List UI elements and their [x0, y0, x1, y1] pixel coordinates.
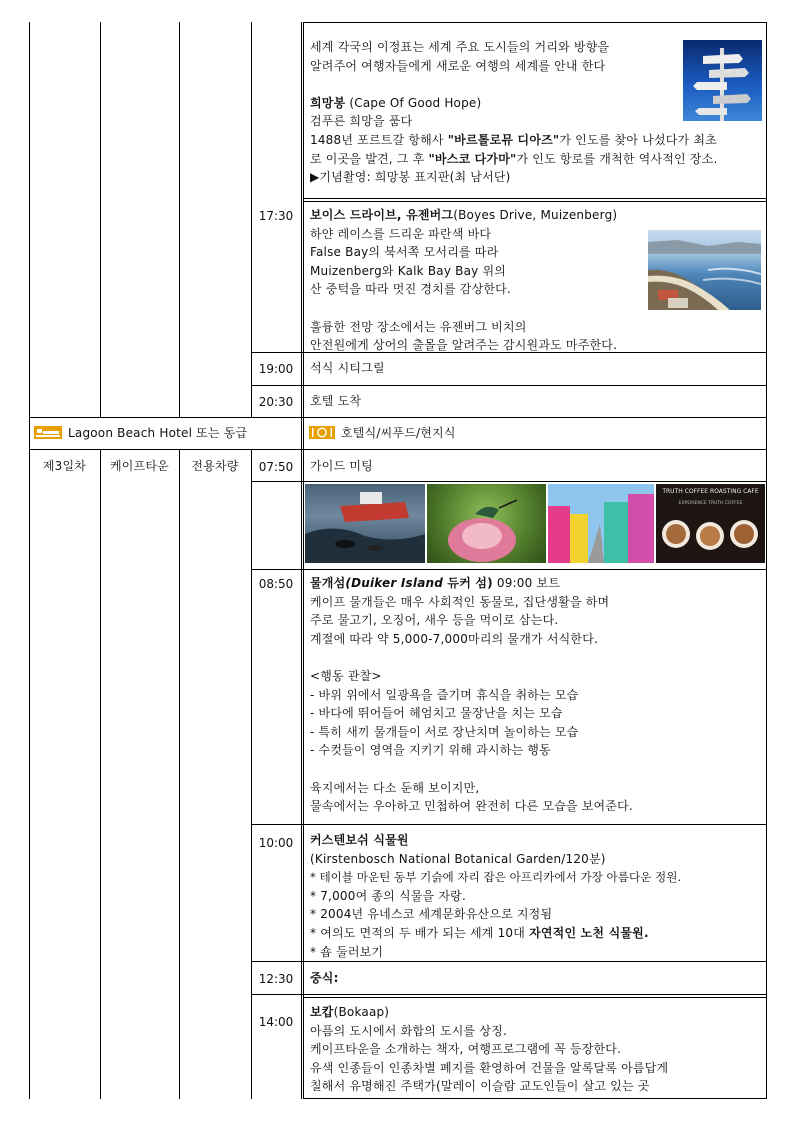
- protea-graphic: [427, 484, 546, 563]
- transport-label: 전용차량: [191, 459, 239, 473]
- grid-line: [301, 417, 302, 449]
- truth-coffee-photo: [656, 484, 765, 563]
- garden-text-block: [310, 831, 762, 961]
- coffee-title: TRUTH COFFEE ROASTING CAFE: [662, 488, 759, 495]
- grid-line: [29, 449, 30, 1099]
- body-line: 주로 물고기, 오징어, 새우 등을 먹이로 삼는다.: [310, 613, 559, 628]
- photo-note: ▶기념촬영: 희망봉 표지판(최 남서단): [310, 170, 511, 185]
- time-label: 20:30: [258, 395, 294, 409]
- grid-line: [301, 449, 302, 1099]
- bed-icon: [34, 426, 62, 439]
- grid-line: [29, 22, 30, 417]
- grid-line: [29, 417, 767, 418]
- section-subtitle: (Kirstenbosch National Botanical Garden/120분): [310, 851, 606, 866]
- hotel-arrival-text: 호텔 도착: [310, 394, 362, 408]
- coffee-cups-graphic: [656, 484, 765, 563]
- body-line: 계절에 따라 약 5,000-7,000마리의 물개가 서식한다.: [310, 631, 598, 646]
- grid-line: [303, 198, 767, 199]
- grid-line: [766, 449, 767, 1099]
- grid-line: [303, 1098, 767, 1099]
- section-title: 물개섬(Duiker Island 듀커 섬) 09:00 보트: [310, 576, 561, 590]
- bullet-line: * 여의도 면적의 두 배가 되는 세계 10대 자연적인 노천 식물원.: [310, 925, 649, 940]
- grid-line: [251, 569, 767, 570]
- section-title: 보이스 드라이브, 유젠버그(Boyes Drive, Muizenberg): [310, 208, 618, 222]
- history-line: 1488년 포르트갈 항해사 "바르톨로뮤 디아즈"가 인도를 찾아 나섰다가 최초: [310, 132, 717, 147]
- grid-line: [100, 449, 101, 1099]
- coffee-subtitle: EXPERIENCE TRUTH COFFEE: [678, 501, 743, 506]
- intro-line: 세계 각국의 이정표는 세계 주요 도시들의 거리와 방향을: [310, 40, 610, 54]
- grid-line: [251, 449, 252, 1099]
- grid-line: [766, 417, 767, 449]
- bullet-line: * 7,000여 종의 식물을 자랑.: [310, 888, 466, 903]
- body-line: Muizenberg와 Kalk Bay Bay 위의: [310, 263, 507, 278]
- body-line: False Bay의 북서쪽 모서리를 따라: [310, 245, 499, 260]
- bullet-line: * 테이블 마운틴 동부 기슭에 자리 잡은 아프리카에서 가장 아름다운 정원.: [310, 870, 682, 885]
- time-label: 19:00: [258, 362, 294, 376]
- history-line: 로 이곳을 발견, 그 후 "바스코 다가마"가 인도 항로를 개척한 역사적인 장소.: [310, 151, 718, 166]
- observation-item: - 수컷들이 영역을 지키기 위해 과시하는 행동: [310, 743, 551, 758]
- bokaap-street-photo: [548, 484, 654, 563]
- grid-line: [179, 22, 180, 417]
- section-title: 보캅(Bokaap): [310, 1005, 390, 1019]
- grid-line: [251, 481, 767, 482]
- grid-line: [303, 22, 304, 417]
- grid-line: [29, 449, 767, 450]
- body-line: 케이프타운을 소개하는 책자, 여행프로그램에 꼭 등장한다.: [310, 1042, 622, 1057]
- grid-line: [303, 201, 767, 202]
- body-line: 아픔의 도시에서 화합의 도시를 상징.: [310, 1023, 507, 1038]
- time-label: 08:50: [258, 577, 294, 591]
- body-line: 육지에서는 다소 둔해 보이지만,: [310, 780, 480, 795]
- bokaap-graphic: [548, 484, 654, 563]
- grid-line: [251, 824, 767, 825]
- signpost-photo: [683, 40, 762, 121]
- bullet-line: * 2004년 유네스코 세계문화유산으로 지정됨: [310, 907, 553, 922]
- observation-item: - 바다에 뛰어들어 헤엄치고 물장난을 치는 모습: [310, 706, 563, 721]
- hotel-name: Lagoon Beach Hotel 또는 동급: [68, 426, 248, 440]
- seal-boat-photo: [305, 484, 425, 563]
- guide-meeting-text: 가이드 미팅: [310, 459, 373, 473]
- coastline-photo: [648, 230, 761, 310]
- seal-text-block: [310, 574, 762, 816]
- meal-icon: [309, 426, 335, 439]
- dinner-text: 석식 시티그릴: [310, 361, 385, 375]
- grid-line: [179, 449, 180, 1099]
- time-label: 10:00: [258, 836, 294, 850]
- day-label: 제3일차: [42, 459, 87, 473]
- body-line: 안전원에게 상어의 출몰을 알려주는 감시원과도 마주한다.: [310, 338, 618, 353]
- body-line: 케이프 물개들은 매우 사회적인 동물로, 집단생활을 하며: [310, 594, 610, 609]
- grid-line: [100, 22, 101, 417]
- bullet-line: * 숍 둘러보기: [310, 944, 384, 959]
- grid-line: [303, 22, 767, 23]
- grid-line: [251, 385, 767, 386]
- section-title: 희망봉 (Cape Of Good Hope): [310, 95, 482, 110]
- grid-line: [301, 22, 302, 417]
- time-label: 17:30: [258, 209, 294, 223]
- city-label: 케이프타운: [110, 459, 169, 473]
- protea-bird-photo: [427, 484, 546, 563]
- coastline-graphic: [648, 230, 761, 310]
- observation-item: - 바위 위에서 일광욕을 즐기며 휴식을 취하는 모습: [310, 687, 579, 702]
- lunch-text: 중식:: [310, 971, 339, 985]
- time-label: 14:00: [258, 1015, 294, 1029]
- body-line: 물속에서는 우아하고 민첩하여 완전히 다른 모습을 보여준다.: [310, 799, 633, 814]
- observation-heading: <행동 관찰>: [310, 668, 382, 683]
- grid-line: [29, 417, 30, 449]
- body-line: 유색 인종들이 인종차별 폐지를 환영하여 건물을 알록달록 아름답게: [310, 1060, 669, 1075]
- time-label: 07:50: [258, 460, 294, 474]
- seal-boat-graphic: [305, 484, 425, 563]
- body-line: 칠해서 유명해진 주택가(말레이 이슬람 교도인들이 살고 있는 곳: [310, 1079, 650, 1094]
- section-title: 커스텐보쉬 식물원: [310, 833, 409, 847]
- grid-line: [766, 22, 767, 417]
- body-line: 산 중턱을 따라 멋진 경치를 감상한다.: [310, 282, 511, 297]
- meal-plan: 호텔식/씨푸드/현지식: [341, 426, 456, 440]
- body-line: 하얀 레이스를 드리운 파란색 바다: [310, 226, 492, 241]
- time-label: 12:30: [258, 972, 294, 986]
- bokaap-text-block: [310, 1003, 762, 1096]
- grid-line: [303, 997, 767, 998]
- subtitle: 검푸른 희망을 품다: [310, 114, 413, 129]
- grid-line: [303, 449, 304, 1099]
- grid-line: [303, 417, 304, 449]
- body-line: 훌륭한 전망 장소에서는 유젠버그 비치의: [310, 319, 527, 334]
- observation-item: - 특히 새끼 물개들이 서로 장난치며 놀이하는 모습: [310, 724, 579, 739]
- grid-line: [251, 994, 767, 995]
- intro-line: 알려주어 여행자들에게 새로운 여행의 세계를 안내 한다: [310, 58, 606, 73]
- signpost-graphic: [683, 40, 762, 121]
